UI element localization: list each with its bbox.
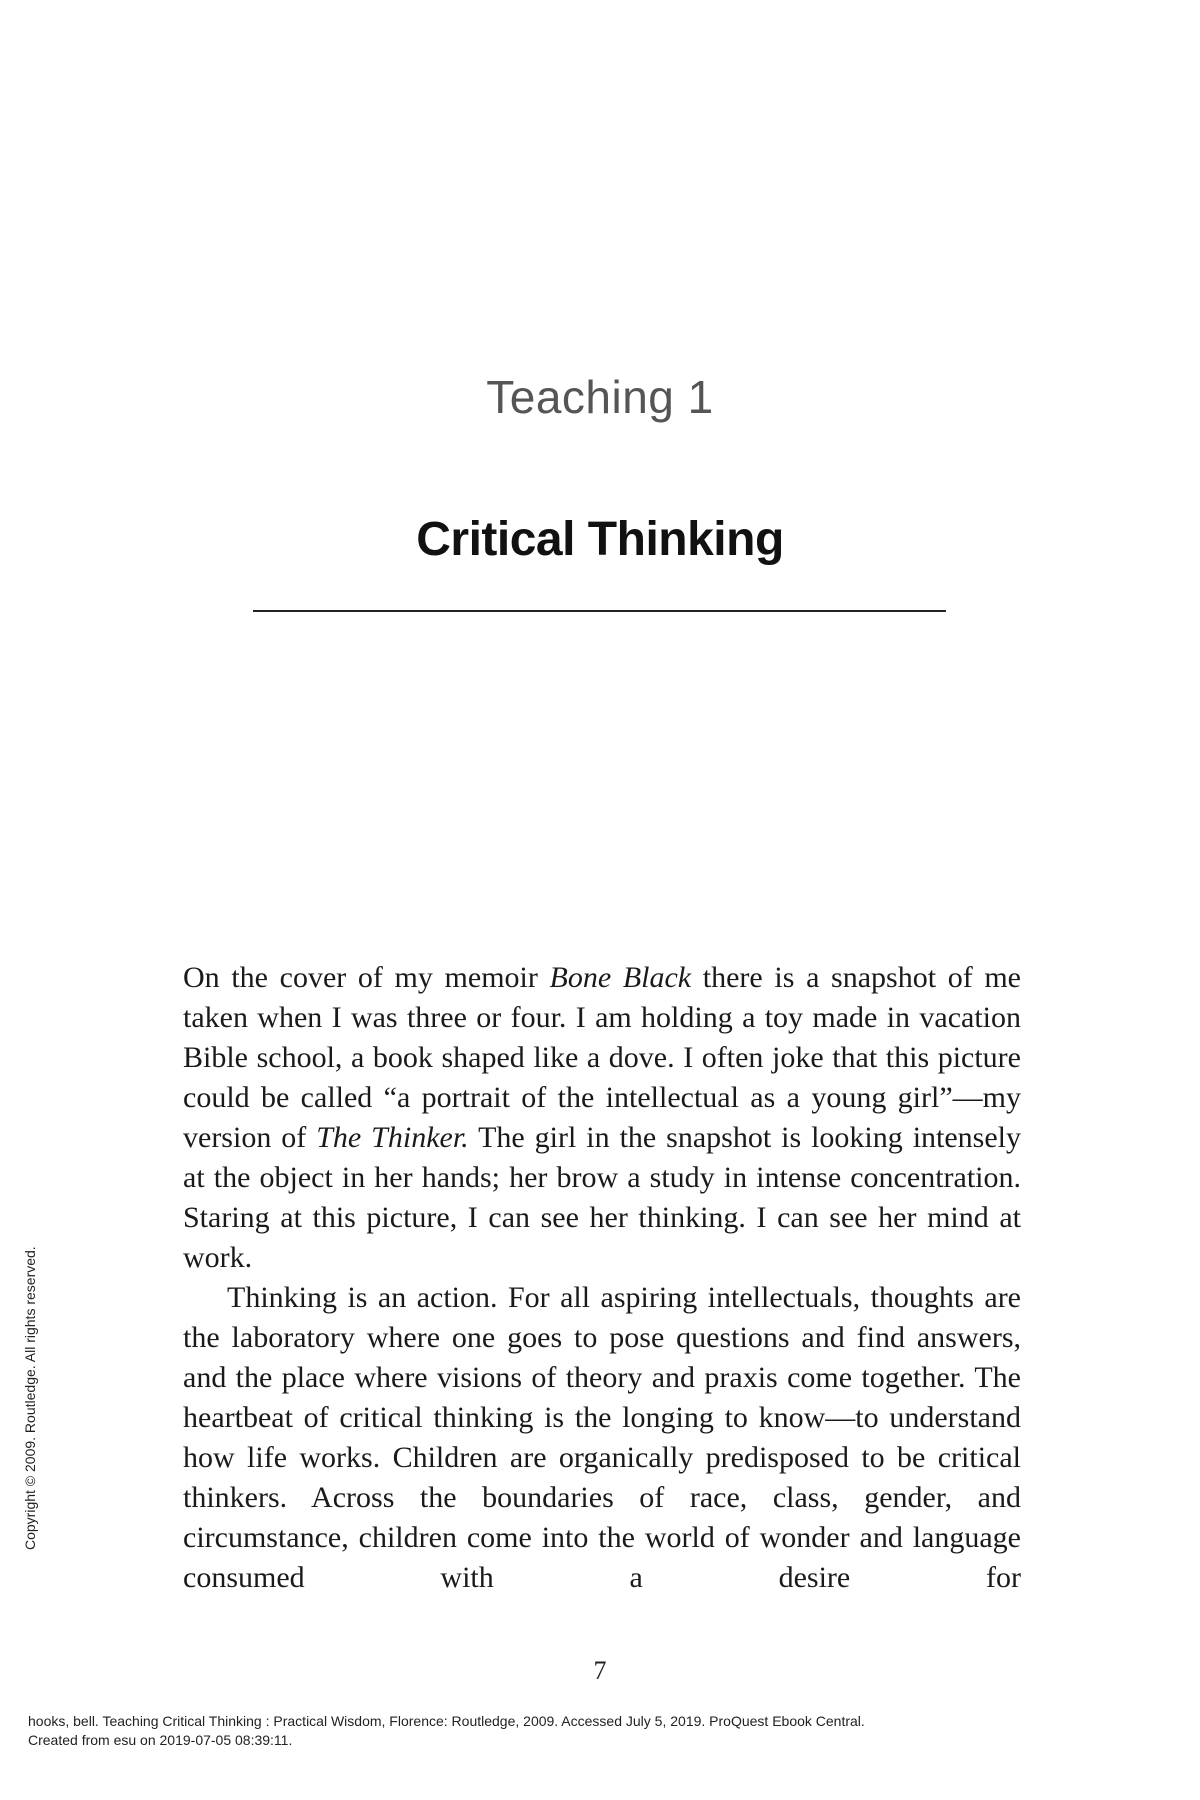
title-divider [253, 610, 946, 612]
paragraph-1-text-b: there is a snapshot of me taken when I was three or four. I am holding a toy made in vacation Bible school, a book shaped like a dove. I often joke that this picture could be called “a portrait of the intellectual as a young girl”—my version of [183, 961, 1021, 1154]
chapter-title: Critical Thinking [416, 513, 784, 566]
paragraph-1-text-a: On the cover of my memoir [183, 961, 550, 994]
page-number: 7 [593, 1656, 607, 1685]
chapter-label: Teaching 1 [486, 371, 714, 423]
body-text [183, 958, 1021, 1598]
paragraph-1 [183, 958, 1021, 1278]
citation-line-1: hooks, bell. Teaching Critical Thinking : Practical Wisdom, Florence: Routledge, 2009. Accessed July 5, 2019. ProQuest Ebook Central. [28, 1713, 865, 1729]
citation-footer [28, 1712, 865, 1750]
paragraph-2: Thinking is an action. For all aspiring intellectuals, thoughts are the laboratory where one goes to pose questions and find answers, and the place where visions of theory and praxis come together. The heartbeat of critical thinking is the longing to know—to understand how life works. Children are organically predisposed to be critical thinkers. Across the boundaries of race, class, gender, and circumstance, children come into the world of wonder and language consumed with a desire for [183, 1281, 1021, 1594]
artwork-title-the-thinker: The Thinker. [316, 1121, 469, 1154]
paragraph-1-text-c: The girl in the snapshot is looking intensely at the object in her hands; her brow a study in intense concentration. Staring at this picture, I can see her thinking. I can see her mind at work. [183, 1121, 1022, 1274]
book-title-bone-black: Bone Black [549, 961, 692, 994]
side-copyright-notice: Copyright © 2009. Routledge. All rights reserved. [22, 1246, 38, 1550]
citation-line-2: Created from esu on 2019-07-05 08:39:11. [28, 1732, 293, 1748]
